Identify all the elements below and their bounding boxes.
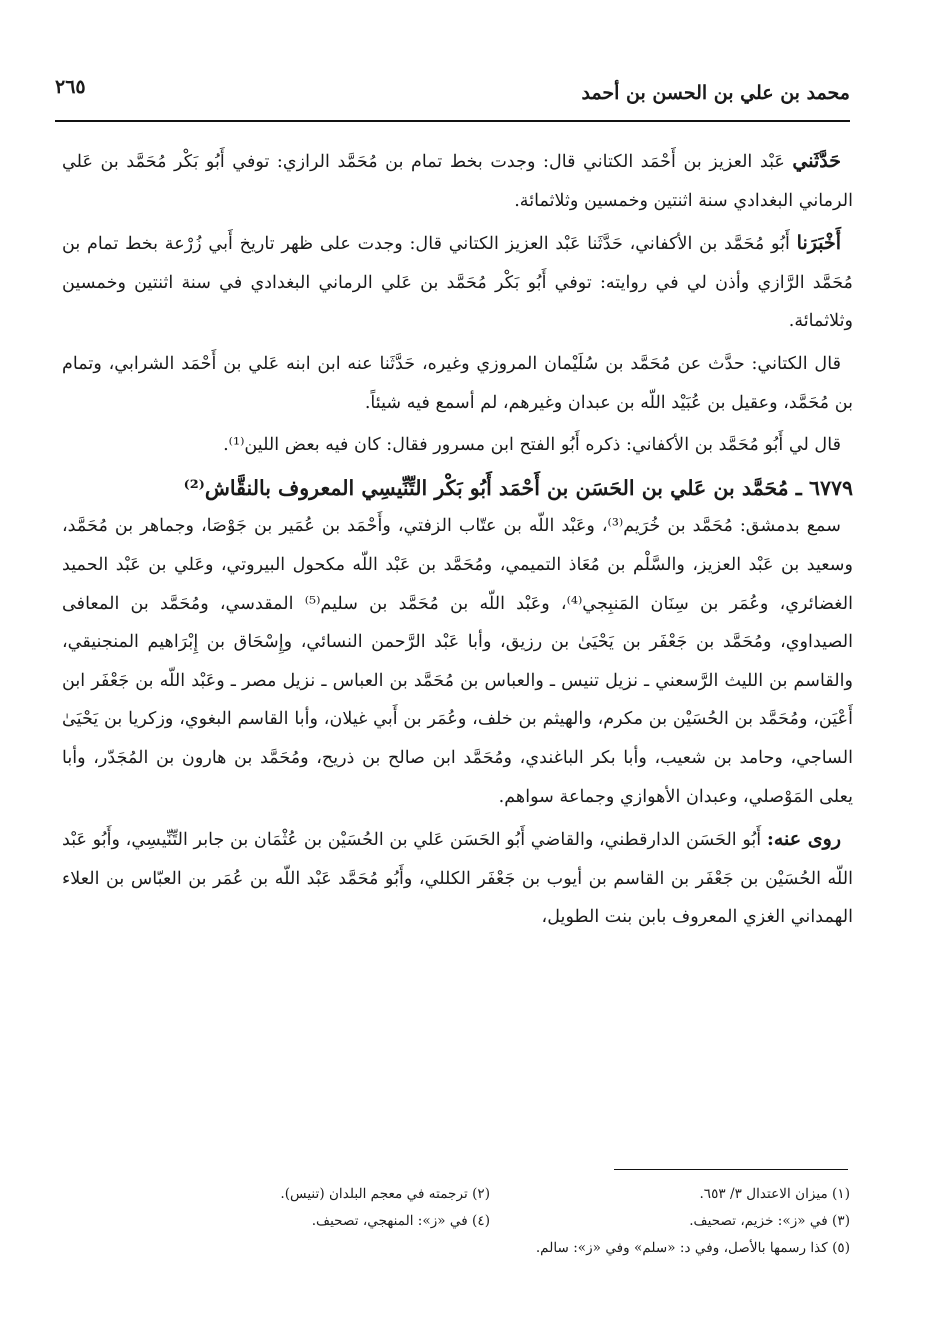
footnote-2: (٢) ترجمته في معجم البلدان (تنيس). bbox=[280, 1186, 490, 1202]
footnote-5: (٥) كذا رسمها بالأصل، وفي د: «سلم» وفي «ز»: سالم. bbox=[535, 1240, 850, 1256]
page-number: ٢٦٥ bbox=[55, 76, 86, 98]
paragraph-text: أَبُو الحَسَن الدارقطني، والقاضي أَبُو الحَسَن عَلي بن الحُسَيْن بن عُثْمَان بن جابر التِّنِّيسِي، وأَبُو عَبْد اللّه الحُسَيْن بن جَعْفَر بن القاسم بن أيوب بن جَعْفَر الكللي، وأَبُو مُحَمَّد عَبْد اللّه بن عُمَر بن العبّاس بن العلاء الهمداني الغزي المعروف بابن بنت الطويل، bbox=[62, 830, 853, 928]
footnotes bbox=[130, 1181, 850, 1262]
narration-keyword: حَدَّثَني bbox=[792, 150, 841, 172]
paragraph-text: سمع بدمشق: مُحَمَّد بن خُرَيم⁽³⁾، وعَبْد اللّه بن عتّاب الزفتي، وأَحْمَد بن عُمَير بن جَوْصَا، وجماهر بن مُحَمَّد، وسعيد بن عَبْد العزيز، والسَّلْم بن مُعَاذ التميمي، ومُحَمَّد بن عَبْد اللّه مكحول البيروتي، وعَلي بن عَبْد الحميد الغضائري، وعُمَر بن سِنَان المَنبِجي⁽⁴⁾، وعَبْد اللّه بن مُحَمَّد بن سليم⁽⁵⁾ المقدسي، ومُحَمَّد بن المعافى الصيداوي، ومُحَمَّد بن جَعْفَر بن يَحْيَىٰ بن رزيق، وأبا عَبْد الرَّحمن النسائي، وإِسْحَاق بن إِبْرَاهيم المنجنيقي، والقاسم بن الليث الرَّسعني ـ نزيل تنيس ـ والعباس بن مُحَمَّد بن العباس ـ نزيل مصر ـ وعَبْد اللّه بن جَعْفَر ابن أَعْيَن، ومُحَمَّد بن الحُسَيْن بن مكرم، والهيثم بن خلف، وعُمَر بن أَبي غيلان، وأبا القاسم البغوي، وزكريا بن يَحْيَىٰ الساجي، وحامد بن شعيب، وأبا بكر الباغندي، ومُحَمَّد ابن صالح بن ذريح، ومُحَمَّد بن هارون بن المُجَدّر، وأبا يعلى المَوْصلي، وعبدان الأهوازي وجماعة سواهم. bbox=[62, 516, 853, 807]
paragraph-text: قال الكتاني: حدَّث عن مُحَمَّد بن سُلَيْمان المروزي وغيره، حَدَّثَنا عنه ابن ابنه عَلي بن أَحْمَد الشرابي، وتمام بن مُحَمَّد، وعقيل بن عُبَيْد اللّه بن عبدان وغيرهم، لم أسمع فيه شيئاً. bbox=[62, 353, 853, 413]
narration-keyword: روى عنه: bbox=[766, 828, 841, 851]
paragraph-text: أَبُو مُحَمَّد بن الأكفاني، حَدَّثَنا عَبْد العزيز الكتاني قال: وجدت على ظهر تاريخ أَبي زُرْعة بخط تمام بن مُحَمَّد الرَّازي وأذن لي في روايته: توفي أَبُو بَكْر مُحَمَّد بن عَلي الرماني البغدادي في سنة اثنتين وخمسين وثلاثمائة. bbox=[62, 234, 853, 332]
header-rule bbox=[55, 120, 850, 122]
paragraph bbox=[62, 507, 853, 816]
footnote-rule bbox=[614, 1169, 848, 1170]
paragraph bbox=[62, 426, 853, 465]
entry-heading: ٦٧٧٩ ـ مُحَمَّد بن عَلي بن الحَسَن بن أَحْمَد أَبُو بَكْر التِّنِّيسِي المعروف بالنقَّاش⁽²⁾ bbox=[183, 475, 853, 500]
paragraph bbox=[62, 820, 853, 937]
narration-keyword: أَخْبَرَنا bbox=[796, 232, 841, 255]
paragraph-text: عَبْد العزيز بن أَحْمَد الكتاني قال: وجدت بخط تمام بن مُحَمَّد الرازي: توفي أَبُو بَكْر مُحَمَّد بن عَلي الرماني البغدادي سنة اثنتين وخمسين وثلاثمائة. bbox=[62, 152, 853, 211]
paragraph bbox=[62, 224, 853, 341]
footnote-1: (١) ميزان الاعتدال ٣/ ٦٥٣. bbox=[699, 1186, 850, 1202]
page-header bbox=[55, 68, 850, 114]
paragraph-text: قال لي أَبُو مُحَمَّد بن الأكفاني: ذكره أَبُو الفتح ابن مسرور فقال: كان فيه بعض اللين⁽¹⁾. bbox=[223, 435, 841, 456]
footnote-3: (٣) في «ز»: خزيم، تصحيف. bbox=[689, 1213, 850, 1229]
paragraph bbox=[62, 345, 853, 422]
paragraph bbox=[62, 142, 853, 220]
running-title: محمد بن علي بن الحسن بن أحمد bbox=[581, 82, 850, 104]
main-text bbox=[62, 142, 853, 941]
footnote-4: (٤) في «ز»: المنهجي، تصحيف. bbox=[311, 1213, 490, 1229]
